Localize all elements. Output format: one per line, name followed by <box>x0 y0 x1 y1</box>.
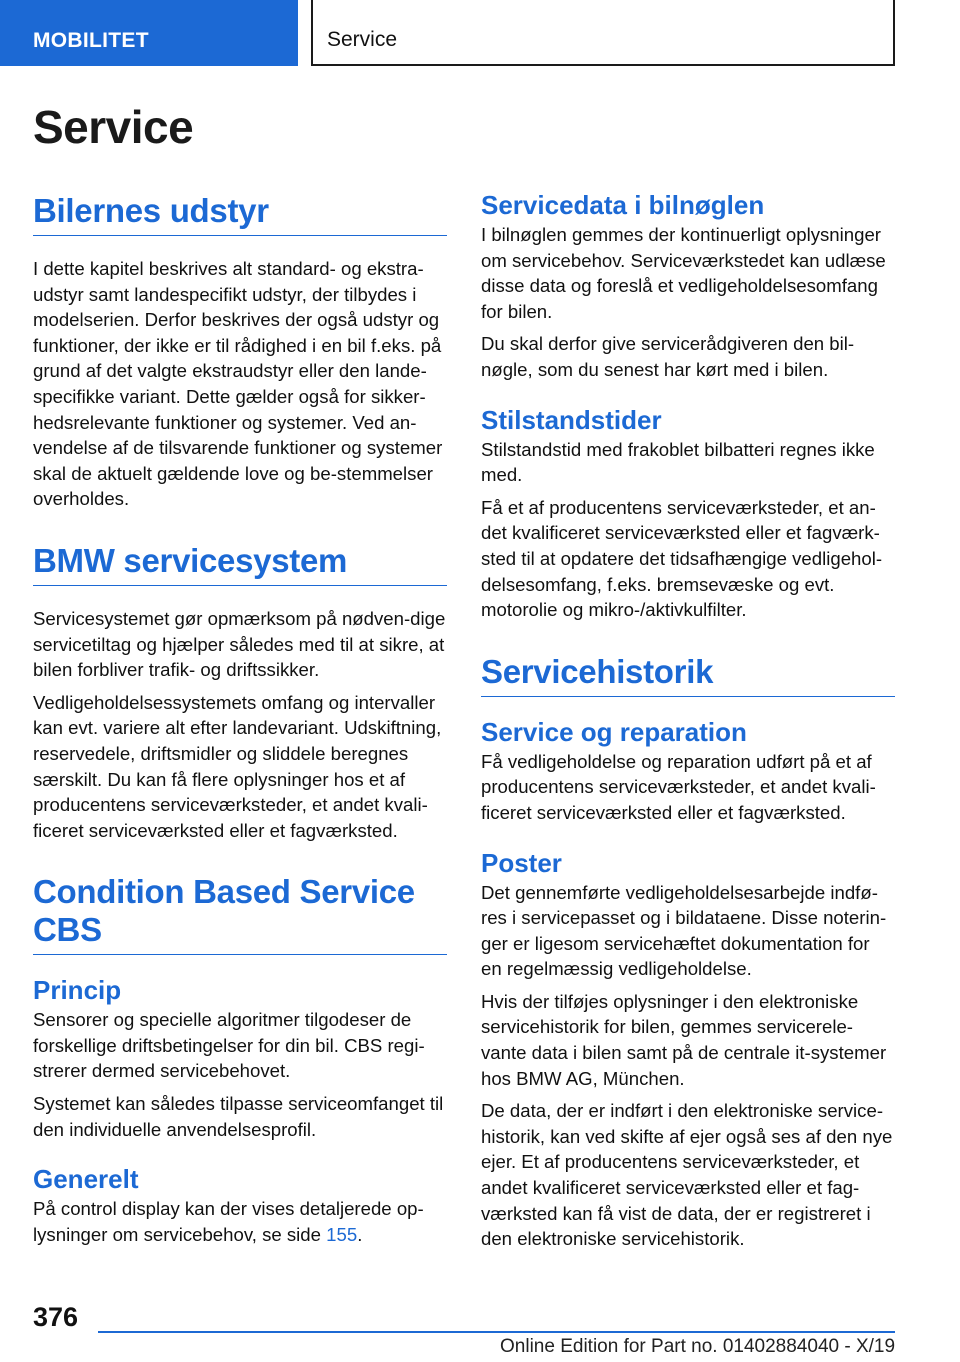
paragraph: Få et af producentens serviceværksteder, et an-det kvalificeret serviceværksted eller et fagværk-sted til at opdatere det tidsafhængige vedligehol-delsesomfang, f.eks. bremsevæske og evt. motorolie og mikro-/aktivkulfilter. <box>481 496 883 621</box>
footer-divider <box>98 1331 895 1333</box>
paragraph-text: På control display kan der vises detaljerede op-lysninger om servicebehov, se side <box>33 1198 424 1245</box>
heading-servicehistorik: Servicehistorik <box>481 653 895 697</box>
paragraph: De data, der er indført i den elektroniske service-historik, kan ved skifte af ejer også ses af den nye ejer. Et af producentens serviceværksteder, et andet kvalificeret serviceværksted eller et fag-værksted kan få vist de data, der er registreret i den elektroniske servicehistorik. <box>481 1100 893 1250</box>
paragraph: Sensorer og specielle algoritmer tilgodeser de forskellige driftsbetingelser for din bil. CBS regi-strerer dermed servicebehovet. <box>33 1009 425 1082</box>
paragraph: Det gennemførte vedligeholdelsesarbejde indfø-res i servicepasset og i bildataene. Disse noterin-ger er ligesom servicehæftet dokumentation for en regelmæssig vedligeholdelse. <box>481 881 887 980</box>
paragraph: Du skal derfor give servicerådgiveren den bil-nøgle, som du senest har kørt med i bilen. <box>481 333 855 380</box>
left-column <box>33 192 447 1254</box>
subheading-princip: Princip <box>33 975 122 1006</box>
paragraph <box>33 1196 447 1247</box>
section-tab: MOBILITET <box>0 0 298 66</box>
page-header <box>0 0 960 66</box>
subheading-service-og-reparation: Service og reparation <box>481 716 747 747</box>
heading-bmw-servicesystem: BMW servicesystem <box>33 542 447 586</box>
paragraph: Få vedligeholdelse og reparation udført på et af producentens serviceværksteder, et andet kvali-ficeret serviceværksted eller et fagværksted. <box>481 750 876 823</box>
heading-condition-based-service: Condition Based Service CBS <box>33 873 447 955</box>
page-number: 376 <box>33 1302 79 1332</box>
paragraph: Hvis der tilføjes oplysninger i den elektroniske servicehistorik for bilen, gemmes servicerele-vante data i bilen samt på de centrale it-systemer hos BMW AG, München. <box>481 990 887 1089</box>
footer-edition: Online Edition for Part no. 01402884040 - X/19 <box>500 1336 896 1357</box>
heading-bilernes-udstyr: Bilernes udstyr <box>33 192 447 236</box>
paragraph-end: . <box>357 1223 363 1245</box>
page-title: Service <box>33 101 194 153</box>
chapter-label: Service <box>327 28 398 51</box>
paragraph: I bilnøglen gemmes der kontinuerligt oplysninger om servicebehov. Serviceværkstedet kan udlæse disse data og foreslå et vedligeholdelsesomfang for bilen. <box>481 224 886 322</box>
paragraph: I dette kapitel beskrives alt standard- og ekstra-udstyr samt landespecifikt udstyr, der tilbydes i modelserien. Derfor beskrives der også udstyr og funktioner, der ikke er til rådighed i en bil f.eks. på grund af det valgte ekstraudstyr eller den lande-specifikke variant. Dette gælder også for sikker-hedsrelevante funktioner og systemer. Ved an-vendelse af de tilsvarende funktioner og systemer skal de aktuelt gældende love og be-stemmelser overholdes. <box>33 258 443 510</box>
chapter-box <box>311 0 895 66</box>
paragraph: Stilstandstid med frakoblet bilbatteri regnes ikke med. <box>481 438 875 486</box>
page-reference-link[interactable]: 155 <box>326 1223 358 1245</box>
subheading-stilstandstider: Stilstandstider <box>481 404 662 435</box>
right-column <box>481 190 895 1259</box>
paragraph: Servicesystemet gør opmærksom på nødven-dige servicetiltag og hjælper således med til at sikre, at bilen forbliver trafik- og driftssikker. <box>33 607 446 681</box>
subheading-servicedata: Servicedata i bilnøglen <box>481 190 765 220</box>
paragraph: Vedligeholdelsessystemets omfang og intervaller kan evt. variere alt efter landevariant. Udskiftning, reservedele, driftsmidler og sliddele beregnes særskilt. Du kan få flere oplysninger hos et af producentens serviceværksteder, et andet kvali-ficeret serviceværksted eller et fagværksted. <box>33 691 442 841</box>
subheading-generelt: Generelt <box>33 1164 139 1195</box>
paragraph: Systemet kan således tilpasse serviceomfanget til den individuelle anvendelsesprofil. <box>33 1093 444 1140</box>
subheading-poster: Poster <box>481 847 562 878</box>
